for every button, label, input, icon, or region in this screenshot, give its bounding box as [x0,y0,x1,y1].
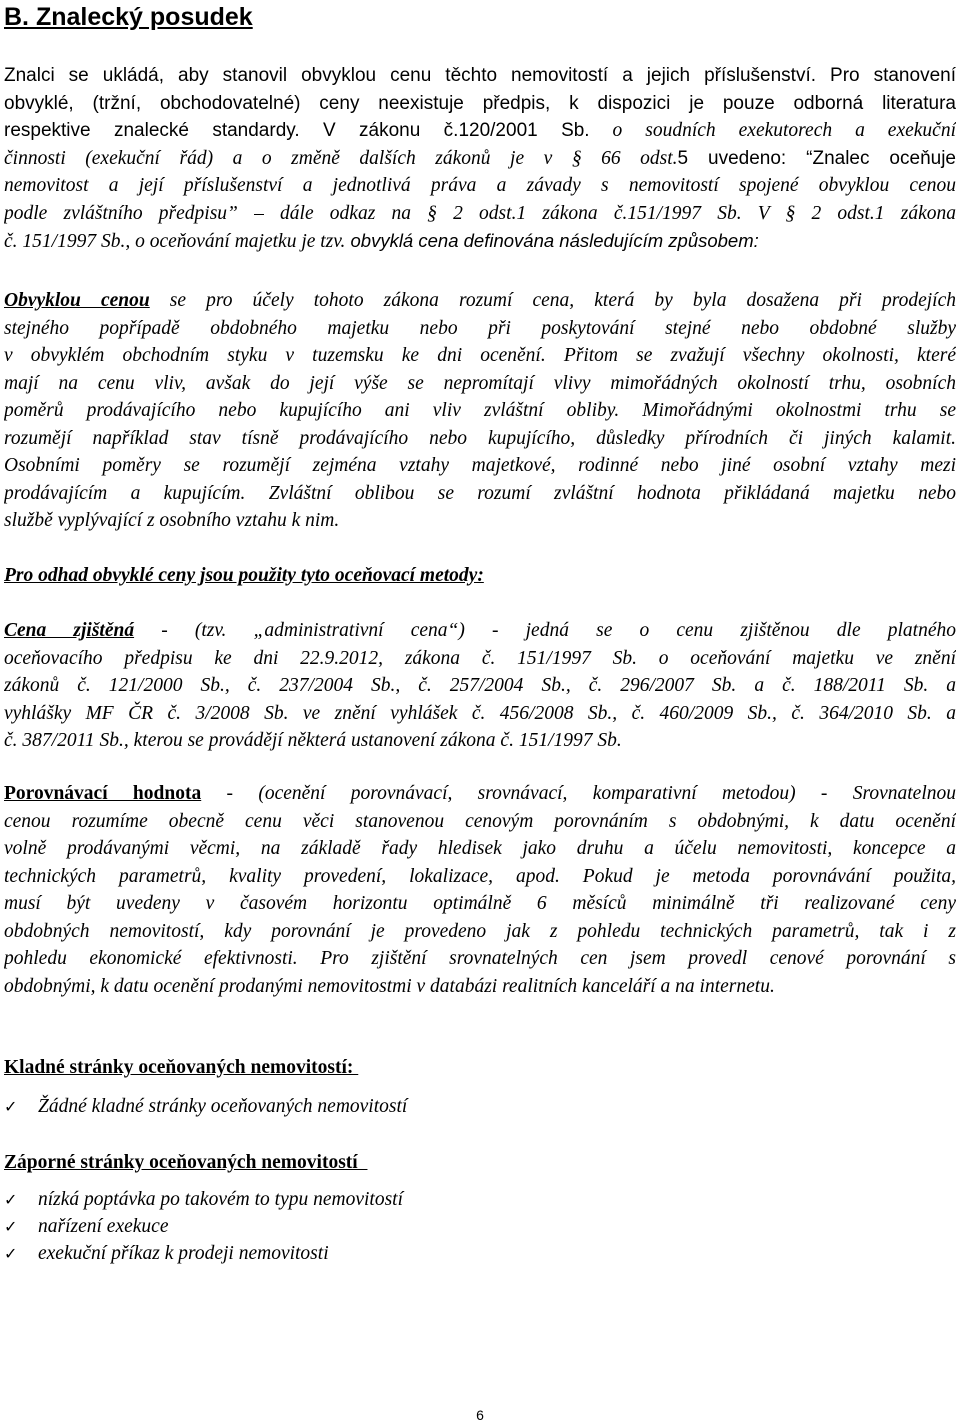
porovnavaci-line: technických parametrů, kvality provedení, lokalizace, apod. Pokud je metoda porovnávání použita, [4,865,956,887]
list-item: ✓ exekuční příkaz k prodeji nemovitosti [4,1240,403,1267]
porovnavaci-line: obdobnými, k datu ocenění prodanými nemovitostmi v databázi realitních kanceláří a na internetu. [4,975,775,997]
cena-line: vyhlášky MF ČR č. 3/2008 Sb. ve znění vyhlášek č. 456/2008 Sb., č. 460/2009 Sb., č. 364/2010 Sb. a [4,702,956,724]
porovnavaci-line: pohledu ekonomické efektivnosti. Pro zjištění srovnatelných cen jsem provedl cenové porovnání s [4,948,956,969]
intro-paragraph [4,62,956,255]
checkmark-icon: ✓ [4,1190,18,1209]
negative-heading: Záporné stránky oceňovaných nemovitostí [4,1152,368,1173]
list-item: ✓ nízká poptávka po takovém to typu nemovitostí [4,1186,403,1213]
negative-list [4,1186,403,1267]
intro-line: obvyklé, (tržní, obchodovatelné) ceny neexistuje předpis, k dispozici je pouze odborná literatura [4,92,956,114]
list-item: ✓ Žádné kladné stránky oceňovaných nemovitostí [4,1093,407,1120]
intro-line: č. 151/1997 Sb., o oceňování majetku je tzv. obvyklá cena definována následujícím způsobem: [4,230,759,252]
cena-zjistena-term: Cena zjištěná [4,620,135,641]
porovnavaci-line: volně prodávanými věcmi, na základě řady hledisek jako druhu a účelu nemovitosti, koncepce a [4,838,956,859]
intro-line: Znalci se ukládá, aby stanovil obvyklou cenu těchto nemovitostí a jejich příslušenství. Pro stanovení [4,65,956,86]
cena-line: zákonů č. 121/2000 Sb., č. 237/2004 Sb., č. 257/2004 Sb., č. 296/2007 Sb. a č. 188/2011 Sb. a [4,675,956,696]
checkmark-icon: ✓ [4,1217,18,1236]
obvykla-line: Obvyklou cenou se pro účely tohoto zákona rozumí cena, která by byla dosažena při prodejích [4,290,956,311]
obvykla-cena-paragraph [4,287,956,535]
methods-heading: Pro odhad obvyklé ceny jsou použity tyto oceňovací metody: [4,565,484,586]
cena-line: oceňovacího předpisu ke dni 22.9.2012, zákona č. 151/1997 Sb. o oceňování majetku ve znění [4,647,956,669]
porovnavaci-line: musí být uvedeny v časovém horizontu optimálně 6 měsíců minimálně tři realizované ceny [4,893,956,914]
page-title: B. Znalecký posudek [4,3,253,31]
porovnavaci-term: Porovnávací hodnota [4,783,202,804]
intro-line: činnosti (exekuční řád) a o změně dalších zákonů je v § 66 odst.5 uvedeno: “Znalec oceňuje [4,147,956,169]
porovnavaci-line: cenou rozumíme obecně cenu věci stanovenou cenovým porovnáním s obdobnými, k datu ocenění [4,810,956,832]
obvykla-line: poměrů prodávajícího nebo kupujícího ani vliv zvláštní obliby. Mimořádnými okolnostmi trhu se [4,400,956,421]
cena-line: Cena zjištěná - (tzv. „administrativní cena“) - jedná se o cenu zjištěnou dle platného [4,620,956,641]
list-item: ✓ nařízení exekuce [4,1213,403,1240]
obvykla-line: Osobními poměry se rozumějí zejména vztahy majetkové, rodinné nebo jiné osobní vztahy mezi [4,455,956,476]
obvykla-line: stejného popřípadě obdobného majetku nebo při poskytování stejné nebo obdobné služby [4,317,956,339]
page-number: 6 [476,1407,484,1423]
intro-line: podle zvláštního předpisu” – dále odkaz na § 2 odst.1 zákona č.151/1997 Sb. V § 2 odst.1 zákona [4,202,956,224]
obvykla-line: prodávajícím a kupujícím. Zvláštní oblibou se rozumí zvláštní hodnota přikládaná majetku nebo [4,482,956,504]
obvykla-term: Obvyklou cenou [4,290,150,311]
positive-heading: Kladné stránky oceňovaných nemovitostí: [4,1057,359,1078]
intro-line: respektive znalecké standardy. V zákonu č.120/2001 Sb. o soudních exekutorech a exekuční [4,120,956,141]
cena-zjistena-paragraph [4,617,956,755]
obvykla-line: mají na cenu vliv, avšak do její výše se nepromítají vlivy mimořádných okolností trhu, osobních [4,372,956,394]
checkmark-icon: ✓ [4,1097,18,1116]
obvykla-line: rozumějí například stav tísně prodávajícího nebo kupujícího, důsledky přírodních či jiných kalamit. [4,427,956,449]
positive-list [4,1093,407,1120]
cena-line: č. 387/2011 Sb., kterou se provádějí některá ustanovení zákona č. 151/1997 Sb. [4,730,622,751]
obvykla-line: v obvyklém obchodním styku v tuzemsku ke dni ocenění. Přitom se zvažují všechny okolnosti, které [4,345,956,366]
intro-line: nemovitost a její příslušenství a jednotlivá práva a závady s nemovitostí spojené obvyklou cenou [4,175,956,196]
obvykla-line: službě vyplývající z osobního vztahu k nim. [4,510,340,531]
checkmark-icon: ✓ [4,1244,18,1263]
porovnavaci-line: Porovnávací hodnota - (ocenění porovnávací, srovnávací, komparativní metodou) - Srovnatelnou [4,783,956,804]
porovnavaci-line: obdobných nemovitostí, kdy porovnání je provedeno jak z pohledu technických parametrů, tak i z [4,920,956,942]
porovnavaci-hodnota-paragraph [4,780,956,1000]
